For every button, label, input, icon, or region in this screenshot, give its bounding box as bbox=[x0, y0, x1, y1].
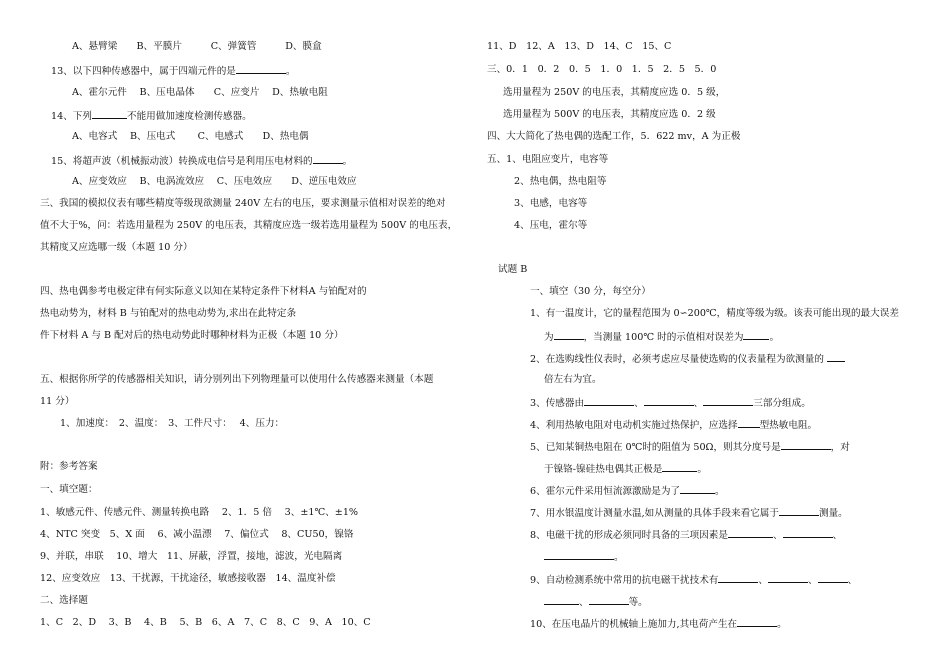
section5-line2: 11 分） bbox=[40, 396, 75, 407]
answers3-line2: 选用量程为 250V 的电压表，其精度应选 0．5 级， bbox=[503, 87, 726, 98]
answers-choice-title: 二、选择题 bbox=[40, 595, 88, 606]
b9-line2: 、 等。 bbox=[544, 594, 648, 610]
answers5-item4: 4、压电，霍尔等 bbox=[514, 220, 588, 231]
answers-fill-line4: 12、应变效应 13、干扰源，干扰途径，敏感接收器 14、温度补偿 bbox=[40, 573, 336, 584]
b1-line2: 为 ，当测量 100℃ 时的示值相对误差为 。 bbox=[544, 329, 779, 345]
b5-line2: 于镍铬-镍硅热电偶其正极是 。 bbox=[544, 461, 707, 477]
q13-text: 13、以下四种传感器中，属于四端元件的是 。 bbox=[51, 63, 296, 79]
section5-line1: 五、根据你所学的传感器相关知识，请分别列出下列物理量可以使用什么传感器来测量（本题 bbox=[40, 374, 434, 385]
b1-line1: 1、有一温度计，它的量程范围为 0∽200℃，精度等级为级。该表可能出现的最大误差 bbox=[530, 308, 899, 319]
section3-line1: 三、我国的模拟仪表有哪些精度等级现欲测量 240V 左右的电压，要求测量示值相对误差的绝对 bbox=[40, 198, 446, 209]
answer-blank[interactable] bbox=[728, 527, 773, 538]
b4-text: 4、利用热敏电阻对电动机实施过热保护，应选择 型热敏电阻。 bbox=[530, 417, 817, 433]
answer-blank[interactable] bbox=[743, 329, 769, 340]
answer-blank[interactable] bbox=[768, 572, 808, 583]
answers5-item1: 五、1、电阻应变片，电容等 bbox=[487, 154, 609, 165]
answer-blank[interactable] bbox=[738, 417, 760, 428]
b7-text: 7、用水银温度计测量水温,如从测量的具体手段来看它属于 测量。 bbox=[530, 505, 848, 521]
q15-options: A、应变效应 B、电涡流效应 C、压电效应 D、逆压电效应 bbox=[72, 176, 357, 187]
answers-title: 附：参考答案 bbox=[40, 461, 98, 472]
section3-line2: 值不大于%，问：若选用量程为 250V 的电压表，其精度应选一级若选用量程为 500V 的电压表， bbox=[40, 220, 458, 231]
answers-fill-title: 一、填空题： bbox=[40, 484, 98, 495]
answer-blank[interactable] bbox=[703, 395, 753, 406]
test-b-fill-title: 一、填空（30 分，每空分） bbox=[530, 286, 651, 297]
section4-line2: 热电动势为，材料 B 与铂配对的热电动势为,求出在此特定条 bbox=[40, 308, 297, 319]
answer-blank[interactable] bbox=[680, 483, 715, 494]
answer-blank[interactable] bbox=[236, 63, 286, 74]
answers5-item2: 2、热电偶，热电阻等 bbox=[514, 176, 607, 187]
section3-line3: 其精度又应选哪一级（本题 10 分） bbox=[40, 242, 193, 253]
section4-line1: 四、热电偶参考电极定律有何实际意义以知在某特定条件下材料A 与铂配对的 bbox=[40, 286, 367, 297]
answer-blank[interactable] bbox=[779, 505, 819, 516]
answer-blank[interactable] bbox=[589, 594, 629, 605]
q12-options: A、悬臂梁 B、平膜片 C、弹簧管 D、膜盒 bbox=[72, 41, 322, 52]
answer-blank[interactable] bbox=[544, 549, 614, 560]
answer-blank[interactable] bbox=[544, 594, 579, 605]
answers-fill-line2: 4、NTC 突变 5、X 面 6、减小温漂 7、偏位式 8、CU50，镍铬 bbox=[40, 529, 354, 540]
answers3-line3: 选用量程为 500V 的电压表，其精度应选 0．2 级 bbox=[503, 109, 716, 120]
b3-text: 3、传感器由 、 、 三部分组成。 bbox=[530, 395, 811, 411]
answer-blank[interactable] bbox=[783, 527, 833, 538]
b2-line2: 倍左右为宜。 bbox=[544, 374, 602, 385]
b5-line1: 5、已知某铜热电阻在 0℃时的阻值为 50Ω，则其分度号是 ，对 bbox=[530, 439, 850, 455]
b8-line2: 。 bbox=[544, 549, 624, 565]
answers5-item3: 3、电感，电容等 bbox=[514, 198, 588, 209]
b6-text: 6、霍尔元件采用恒流源激励是为了 。 bbox=[530, 483, 725, 499]
test-b-title: 试题 B bbox=[498, 264, 528, 275]
answers-fill-line3: 9、并联，串联 10、增大 11、屏蔽，浮置，接地，滤波，光电隔离 bbox=[40, 551, 343, 562]
answer-blank[interactable] bbox=[584, 395, 634, 406]
answer-blank[interactable] bbox=[737, 616, 777, 627]
q14-text: 14、下列 不能用做加速度检测传感器。 bbox=[51, 108, 252, 124]
b8-line1: 8、电磁干扰的形成必须同时具备的三项因素是 、 、 bbox=[530, 527, 842, 543]
q15-text: 15、将超声波（机械振动波）转换成电信号是利用压电材料的 。 bbox=[51, 153, 352, 169]
answer-blank[interactable] bbox=[718, 572, 758, 583]
section5-items: 1、加速度： 2、温度： 3、工件尺寸： 4、压力： bbox=[60, 418, 285, 429]
q13-options: A、霍尔元件 B、压电晶体 C、应变片 D、热敏电阻 bbox=[72, 87, 328, 98]
b2-line1: 2、在选购线性仪表时，必须考虑应尽量使选购的仪表量程为欲测量的 bbox=[530, 351, 845, 367]
answer-blank[interactable] bbox=[554, 329, 584, 340]
answer-blank[interactable] bbox=[781, 439, 831, 450]
b9-line1: 9、自动检测系统中常用的抗电磁干扰技术有 、 、 、 bbox=[530, 572, 857, 588]
answer-blank[interactable] bbox=[662, 461, 697, 472]
answers-fill-line1: 1、敏感元件、传感元件、测量转换电路 2、1．5 倍 3、±1℃、±1% bbox=[40, 507, 359, 518]
answer-blank[interactable] bbox=[644, 395, 694, 406]
b10-text: 10、在压电晶片的机械轴上施加力,其电荷产生在 。 bbox=[530, 616, 787, 632]
section4-line3: 件下材料 A 与 B 配对后的热电动势此时哪种材料为正极（本题 10 分） bbox=[40, 330, 344, 341]
answer-blank[interactable] bbox=[313, 153, 343, 164]
answers3-line1: 三、0．1 0．2 0．5 1．0 1．5 2．5 5．0 bbox=[487, 64, 717, 75]
answer-blank[interactable] bbox=[92, 108, 127, 119]
answers-choice-line2: 11、D 12、A 13、D 14、C 15、C bbox=[487, 41, 672, 52]
q14-options: A、电容式 B、压电式 C、电感式 D、热电偶 bbox=[72, 131, 309, 142]
answers4: 四、大大简化了热电偶的选配工作，5．622 mv，A 为正极 bbox=[487, 131, 741, 142]
answer-blank[interactable] bbox=[818, 572, 848, 583]
answers-choice-line1: 1、C 2、D 3、B 4、B 5、B 6、A 7、C 8、C 9、A 10、C bbox=[40, 617, 371, 628]
answer-blank[interactable] bbox=[827, 351, 845, 362]
